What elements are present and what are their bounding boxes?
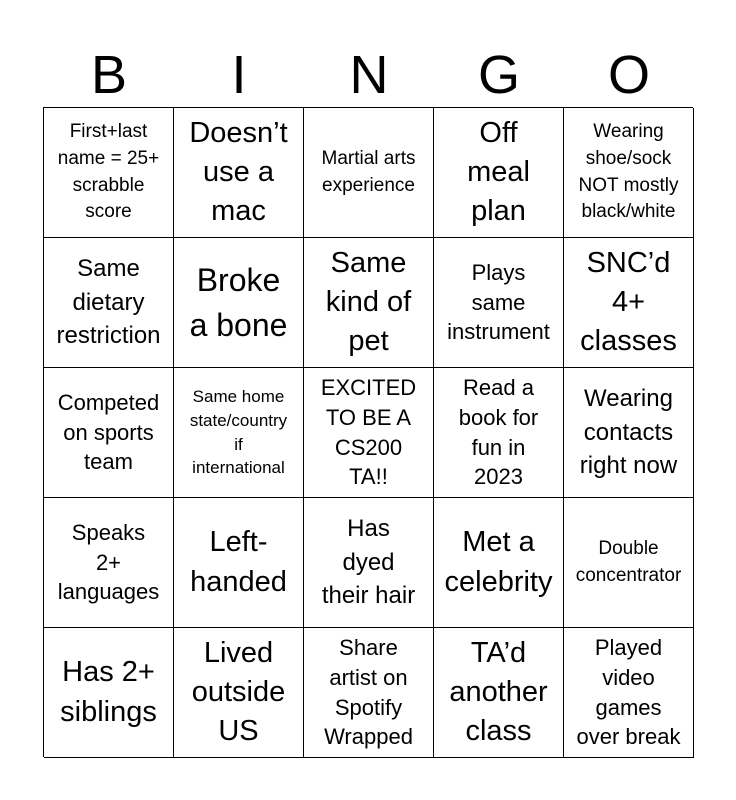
cell-text: Off meal plan [467, 116, 530, 228]
header-letter-o: O [607, 45, 650, 105]
header-letter-i: I [231, 45, 247, 105]
bingo-cell-r4-c3[interactable] [304, 498, 434, 628]
cell-text: Martial arts experience [321, 147, 416, 196]
bingo-board [43, 107, 693, 757]
bingo-cell-r3-c5[interactable] [564, 368, 694, 498]
bingo-cell-r5-c2[interactable] [174, 628, 304, 758]
cell-text: EXCITED TO BE A CS200 TA!! [320, 375, 417, 490]
bingo-cell-r1-c4[interactable] [434, 108, 564, 238]
cell-text: Share artist on Spotify Wrapped [324, 635, 413, 750]
bingo-cell-r4-c5[interactable] [564, 498, 694, 628]
bingo-cell-r2-c5[interactable] [564, 238, 694, 368]
cell-text: First+last name = 25+ scrabble score [57, 121, 160, 223]
bingo-cell-r5-c1[interactable] [44, 628, 174, 758]
cell-text: Same dietary restriction [56, 255, 161, 350]
header-letter-g: G [477, 45, 520, 105]
cell-text: Left- handed [190, 526, 287, 598]
cell-text: Played video games over break [576, 635, 681, 750]
bingo-cell-r3-c4[interactable] [434, 368, 564, 498]
bingo-cell-r1-c2[interactable] [174, 108, 304, 238]
bingo-cell-r1-c3[interactable] [304, 108, 434, 238]
cell-text: Same home state/country if international [189, 386, 288, 478]
cell-text: Has 2+ siblings [60, 656, 157, 728]
bingo-cell-r2-c1[interactable] [44, 238, 174, 368]
cell-text: Has dyed their hair [321, 515, 416, 610]
bingo-cell-r3-c3[interactable] [304, 368, 434, 498]
bingo-cell-r1-c5[interactable] [564, 108, 694, 238]
bingo-cell-r4-c1[interactable] [44, 498, 174, 628]
bingo-cell-r2-c4[interactable] [434, 238, 564, 368]
cell-text: Lived outside US [191, 636, 286, 748]
bingo-cell-r2-c3[interactable] [304, 238, 434, 368]
bingo-cell-r5-c3[interactable] [304, 628, 434, 758]
bingo-cell-r4-c2[interactable] [174, 498, 304, 628]
cell-text: Broke a bone [189, 261, 288, 343]
cell-text: Same kind of pet [325, 246, 412, 358]
cell-text: Read a book for fun in 2023 [458, 375, 539, 490]
cell-text: Plays same instrument [447, 259, 550, 345]
bingo-cell-r5-c4[interactable] [434, 628, 564, 758]
cell-text: Met a celebrity [444, 526, 553, 598]
header-letter-b: B [90, 45, 128, 105]
bingo-cell-r1-c1[interactable] [44, 108, 174, 238]
cell-text: Speaks 2+ languages [57, 519, 160, 605]
cell-text: Competed on sports team [57, 389, 160, 475]
bingo-cell-r5-c5[interactable] [564, 628, 694, 758]
cell-text: TA’d another class [449, 636, 548, 748]
cell-text: Doesn’t use a mac [189, 116, 288, 228]
bingo-cell-r2-c2[interactable] [174, 238, 304, 368]
bingo-cell-r3-c1[interactable] [44, 368, 174, 498]
cell-text: Wearing shoe/sock NOT mostly black/white [578, 121, 679, 223]
cell-text: Double concentrator [575, 537, 682, 586]
cell-text: SNC’d 4+ classes [580, 246, 677, 358]
bingo-header [44, 44, 694, 106]
header-letter-n: N [349, 45, 389, 105]
bingo-cell-r3-c2[interactable] [174, 368, 304, 498]
bingo-cell-r4-c4[interactable] [434, 498, 564, 628]
cell-text: Wearing contacts right now [579, 385, 678, 480]
